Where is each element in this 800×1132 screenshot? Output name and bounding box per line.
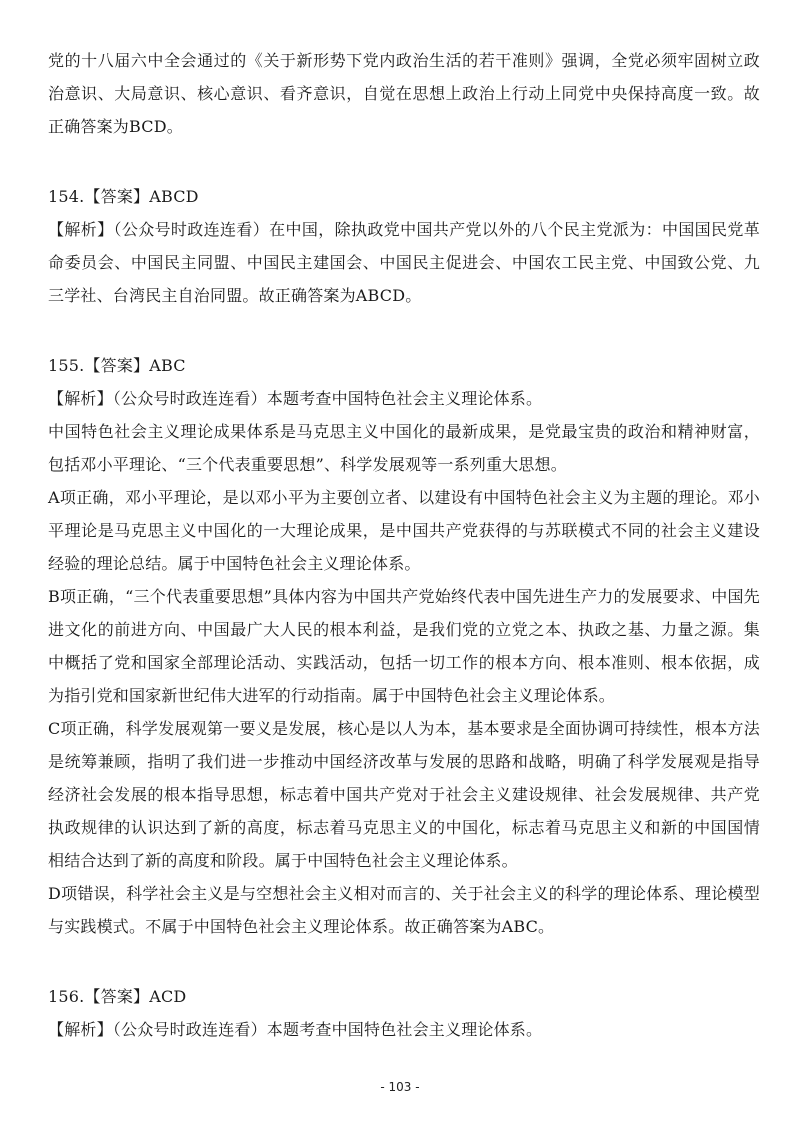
section-spacer [48,312,760,349]
q155-analysis: 【解析】（公众号时政连连看）本题考查中国特色社会主义理论体系。 [48,389,543,408]
q155-option-a: A项正确，邓小平理论，是以邓小平为主要创立者、以建设有中国特色社会主义为主题的理论。邓小平理论是马克思主义中国化的一大理论成果，是中国共产党获得的与苏联模式不同的社会主义建设经验的理论总结。属于中国特色社会主义理论体系。 [48,488,760,573]
q155-body: 中国特色社会主义理论成果体系是马克思主义中国化的最新成果，是党最宝贵的政治和精神财富，包括邓小平理论、“三个代表重要思想”、科学发展观等一系列重大思想。 [48,422,760,474]
page-number: - 103 - [380,1080,420,1094]
q154-analysis: 【解析】（公众号时政连连看）在中国，除执政党中国共产党以外的八个民主党派为：中国国民党革命委员会、中国民主同盟、中国民主建国会、中国民主促进会、中国农工民主党、中国致公党、九三学社、台湾民主自治同盟。故正确答案为ABCD。 [48,220,760,305]
section-spacer [48,943,760,980]
document-body [48,44,760,1046]
q155-option-d: D项错误，科学社会主义是与空想社会主义相对而言的、关于社会主义的科学的理论体系、理论模型与实践模式。不属于中国特色社会主义理论体系。故正确答案为ABC。 [48,884,760,936]
q155-option-c: C项正确，科学发展观第一要义是发展，核心是以人为本，基本要求是全面协调可持续性，根本方法是统筹兼顾，指明了我们进一步推动中国经济改革与发展的思路和战略，明确了科学发展观是指导经济社会发展的根本指导思想，标志着中国共产党对于社会主义建设规律、社会发展规律、共产党执政规律的认识达到了新的高度，标志着马克思主义的中国化，标志着马克思主义和新的中国国情相结合达到了新的高度和阶段。属于中国特色社会主义理论体系。 [48,719,760,870]
q156-analysis: 【解析】（公众号时政连连看）本题考查中国特色社会主义理论体系。 [48,1020,543,1039]
section-spacer [48,143,760,180]
q155-answer-line: 155.【答案】ABC [48,356,186,375]
q154-answer-line: 154.【答案】ABCD [48,187,199,206]
q156-answer-line: 156.【答案】ACD [48,987,187,1006]
q155-option-b: B项正确，“三个代表重要思想”具体内容为中国共产党始终代表中国先进生产力的发展要求、中国先进文化的前进方向、中国最广大人民的根本利益，是我们党的立党之本、执政之基、力量之源。集中概括了党和国家全部理论活动、实践活动，包括一切工作的根本方向、根本准则、根本依据，成为指引党和国家新世纪伟大进军的行动指南。属于中国特色社会主义理论体系。 [48,587,760,705]
intro-paragraph: 党的十八届六中全会通过的《关于新形势下党内政治生活的若干准则》强调，全党必须牢固树立政治意识、大局意识、核心意识、看齐意识，自觉在思想上政治上行动上同党中央保持高度一致。故正确答案为BCD。 [48,51,760,136]
